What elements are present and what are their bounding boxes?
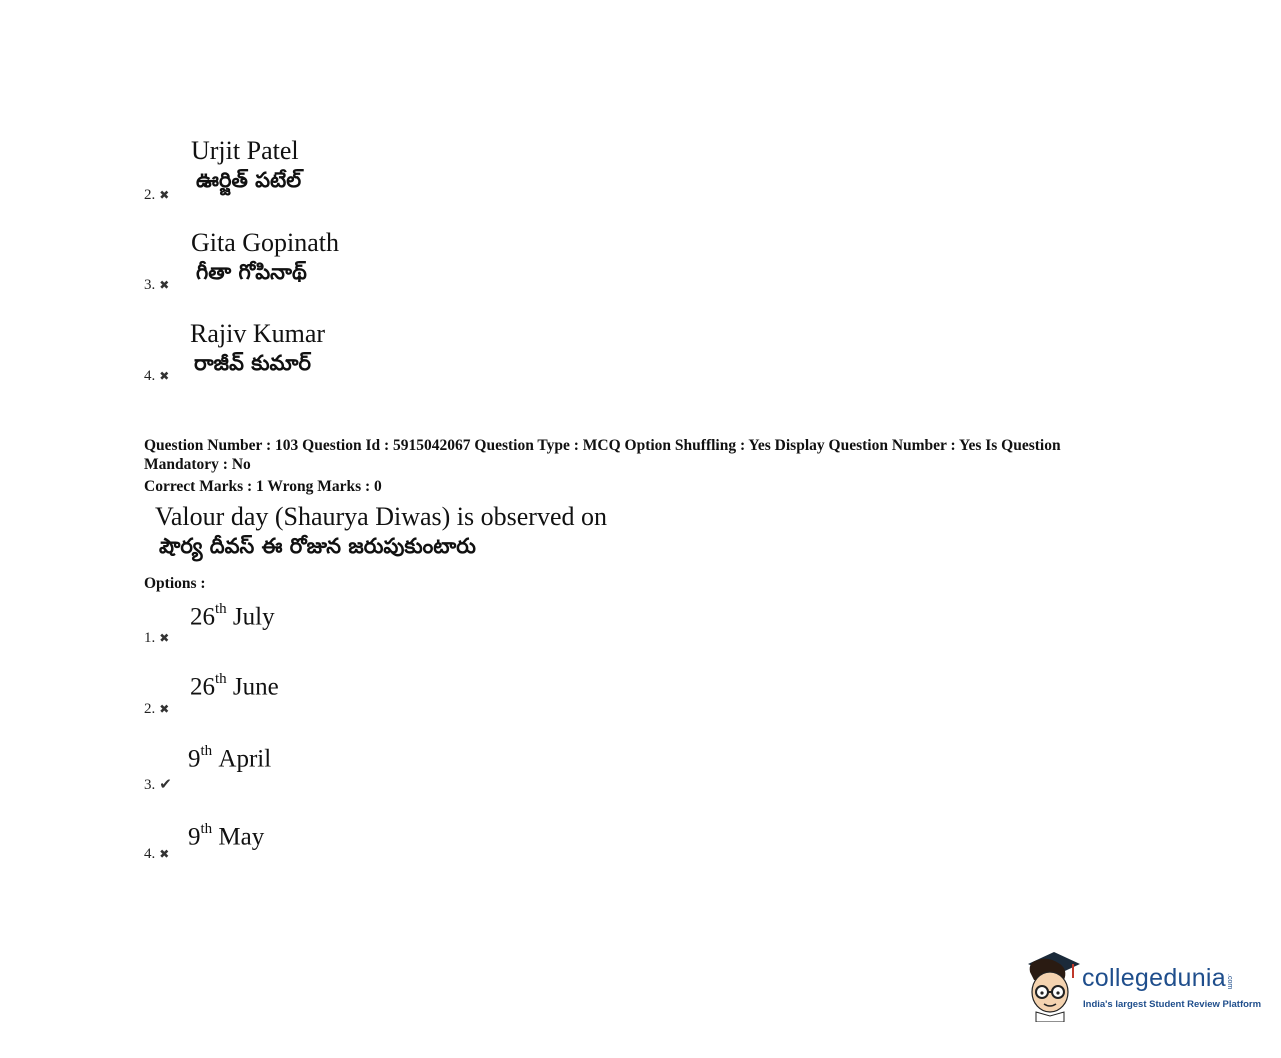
- option-date: [188, 823, 264, 851]
- cross-icon: ✖: [159, 278, 170, 292]
- option-date: [190, 673, 279, 701]
- option-label: [144, 186, 169, 204]
- cross-icon: ✖: [159, 631, 170, 645]
- option-telugu-text: ఊర్జిత్ పటేల్: [196, 168, 302, 192]
- check-icon: ✔: [159, 777, 172, 793]
- collegedunia-watermark: [1020, 950, 1260, 1025]
- option-month: June: [232, 673, 279, 701]
- option-english-text: Gita Gopinath: [191, 228, 340, 257]
- question-text-telugu: షౌర్య దీవస్ ఈ రోజున జరుపుకుంటారు: [159, 534, 476, 558]
- option-day: 9: [188, 745, 201, 773]
- option-day: 26: [190, 673, 215, 701]
- option-number: 3.: [144, 777, 156, 793]
- option-label: [144, 367, 169, 385]
- option-date: [190, 603, 275, 631]
- option-day: 9: [188, 823, 201, 851]
- option-day-suffix: th: [215, 601, 227, 617]
- option-day-suffix: th: [200, 821, 213, 837]
- option-telugu-text: రాజీవ్ కుమార్: [194, 351, 311, 375]
- option-telugu-text: గీతా గోపినాథ్: [196, 260, 307, 284]
- option-number: 1.: [144, 630, 156, 646]
- option-number: 2.: [144, 701, 156, 717]
- cross-icon: ✖: [159, 369, 170, 383]
- mascot-icon: [1020, 950, 1082, 1022]
- option-label: [144, 276, 169, 294]
- question-meta-line-2: Mandatory : No: [144, 456, 251, 473]
- option-number: 3.: [144, 277, 156, 293]
- cross-icon: ✖: [159, 847, 170, 861]
- brand-suffix: .com: [1226, 974, 1233, 990]
- option-english-text: Rajiv Kumar: [190, 319, 326, 348]
- cross-icon: ✖: [159, 702, 170, 716]
- question-marks: Correct Marks : 1 Wrong Marks : 0: [144, 478, 382, 495]
- brand-tagline: India's largest Student Review Platform: [1083, 999, 1262, 1010]
- brand-logo: [1082, 964, 1233, 993]
- option-english-text: Urjit Patel: [191, 136, 299, 165]
- option-month: April: [218, 745, 272, 773]
- option-month: July: [232, 603, 275, 631]
- option-day-suffix: th: [200, 743, 213, 759]
- option-label: [144, 845, 169, 863]
- option-label: [144, 629, 169, 647]
- question-meta-line-1: Question Number : 103 Question Id : 5915042067 Question Type : MCQ Option Shuffling : Yes Display Question Number : Yes Is Question: [144, 437, 1061, 454]
- option-day-suffix: th: [215, 671, 227, 687]
- option-label: [144, 700, 169, 718]
- option-label: [144, 775, 172, 794]
- brand-name: collegedunia: [1082, 964, 1226, 992]
- question-text-english: Valour day (Shaurya Diwas) is observed on: [155, 502, 608, 531]
- option-number: 2.: [144, 187, 156, 203]
- options-label: Options :: [144, 575, 206, 592]
- option-month: May: [218, 823, 265, 851]
- option-day: 26: [190, 603, 215, 631]
- cross-icon: ✖: [159, 188, 170, 202]
- option-number: 4.: [144, 368, 156, 384]
- option-number: 4.: [144, 846, 156, 862]
- option-date: [188, 745, 271, 773]
